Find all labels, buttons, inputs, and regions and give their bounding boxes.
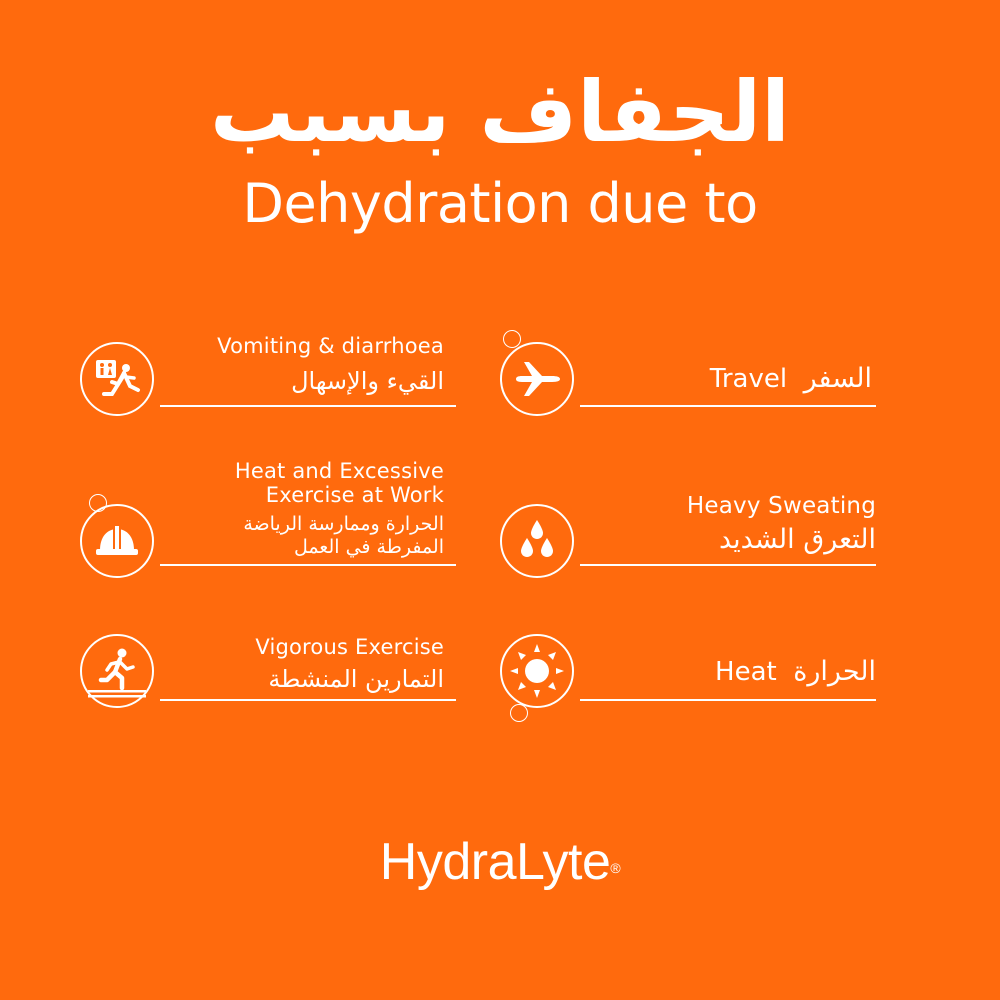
divider-line	[580, 699, 876, 701]
running-person-icon	[80, 634, 154, 708]
item-travel-ar: السفر	[803, 363, 872, 394]
divider-line	[160, 699, 456, 701]
title-english: Dehydration due to	[242, 172, 758, 235]
item-travel-label	[580, 362, 872, 396]
toilet-runner-icon	[80, 342, 154, 416]
item-heat-work-en-1: Heat and Excessive	[234, 459, 444, 483]
divider-line	[580, 405, 876, 407]
item-vomiting-en: Vomiting & diarrhoea	[217, 334, 444, 358]
divider-line	[160, 564, 456, 566]
item-heat-ar: الحرارة	[793, 656, 876, 687]
registered-mark: ®	[610, 860, 621, 876]
item-sweating-ar: التعرق الشديد	[718, 524, 876, 555]
hard-hat-icon	[80, 504, 154, 578]
divider-line	[160, 405, 456, 407]
item-vigorous-ar: التمارين المنشطة	[268, 665, 444, 693]
airplane-icon	[500, 342, 574, 416]
item-heat-work-en-2: Exercise at Work	[265, 483, 444, 507]
title-arabic: الجفاف بسبب	[210, 63, 790, 161]
divider-line	[580, 564, 876, 566]
item-sweating-en: Heavy Sweating	[686, 493, 876, 519]
item-heat-en: Heat	[715, 657, 777, 687]
item-heat-label	[580, 655, 876, 689]
item-heat-work-ar-1: الحرارة وممارسة الرياضة	[243, 513, 444, 535]
brand-logo-text: HydraLyte	[379, 833, 611, 891]
item-vomiting-ar: القيء والإسهال	[291, 367, 444, 395]
item-vigorous-en: Vigorous Exercise	[255, 635, 444, 659]
item-heat-work-ar-2: المفرطة في العمل	[293, 536, 444, 558]
item-travel-en: Travel	[709, 364, 788, 394]
sweat-drops-icon	[500, 504, 574, 578]
decorative-circle	[510, 704, 528, 722]
sun-icon	[500, 634, 574, 708]
brand-logo	[0, 832, 1000, 892]
